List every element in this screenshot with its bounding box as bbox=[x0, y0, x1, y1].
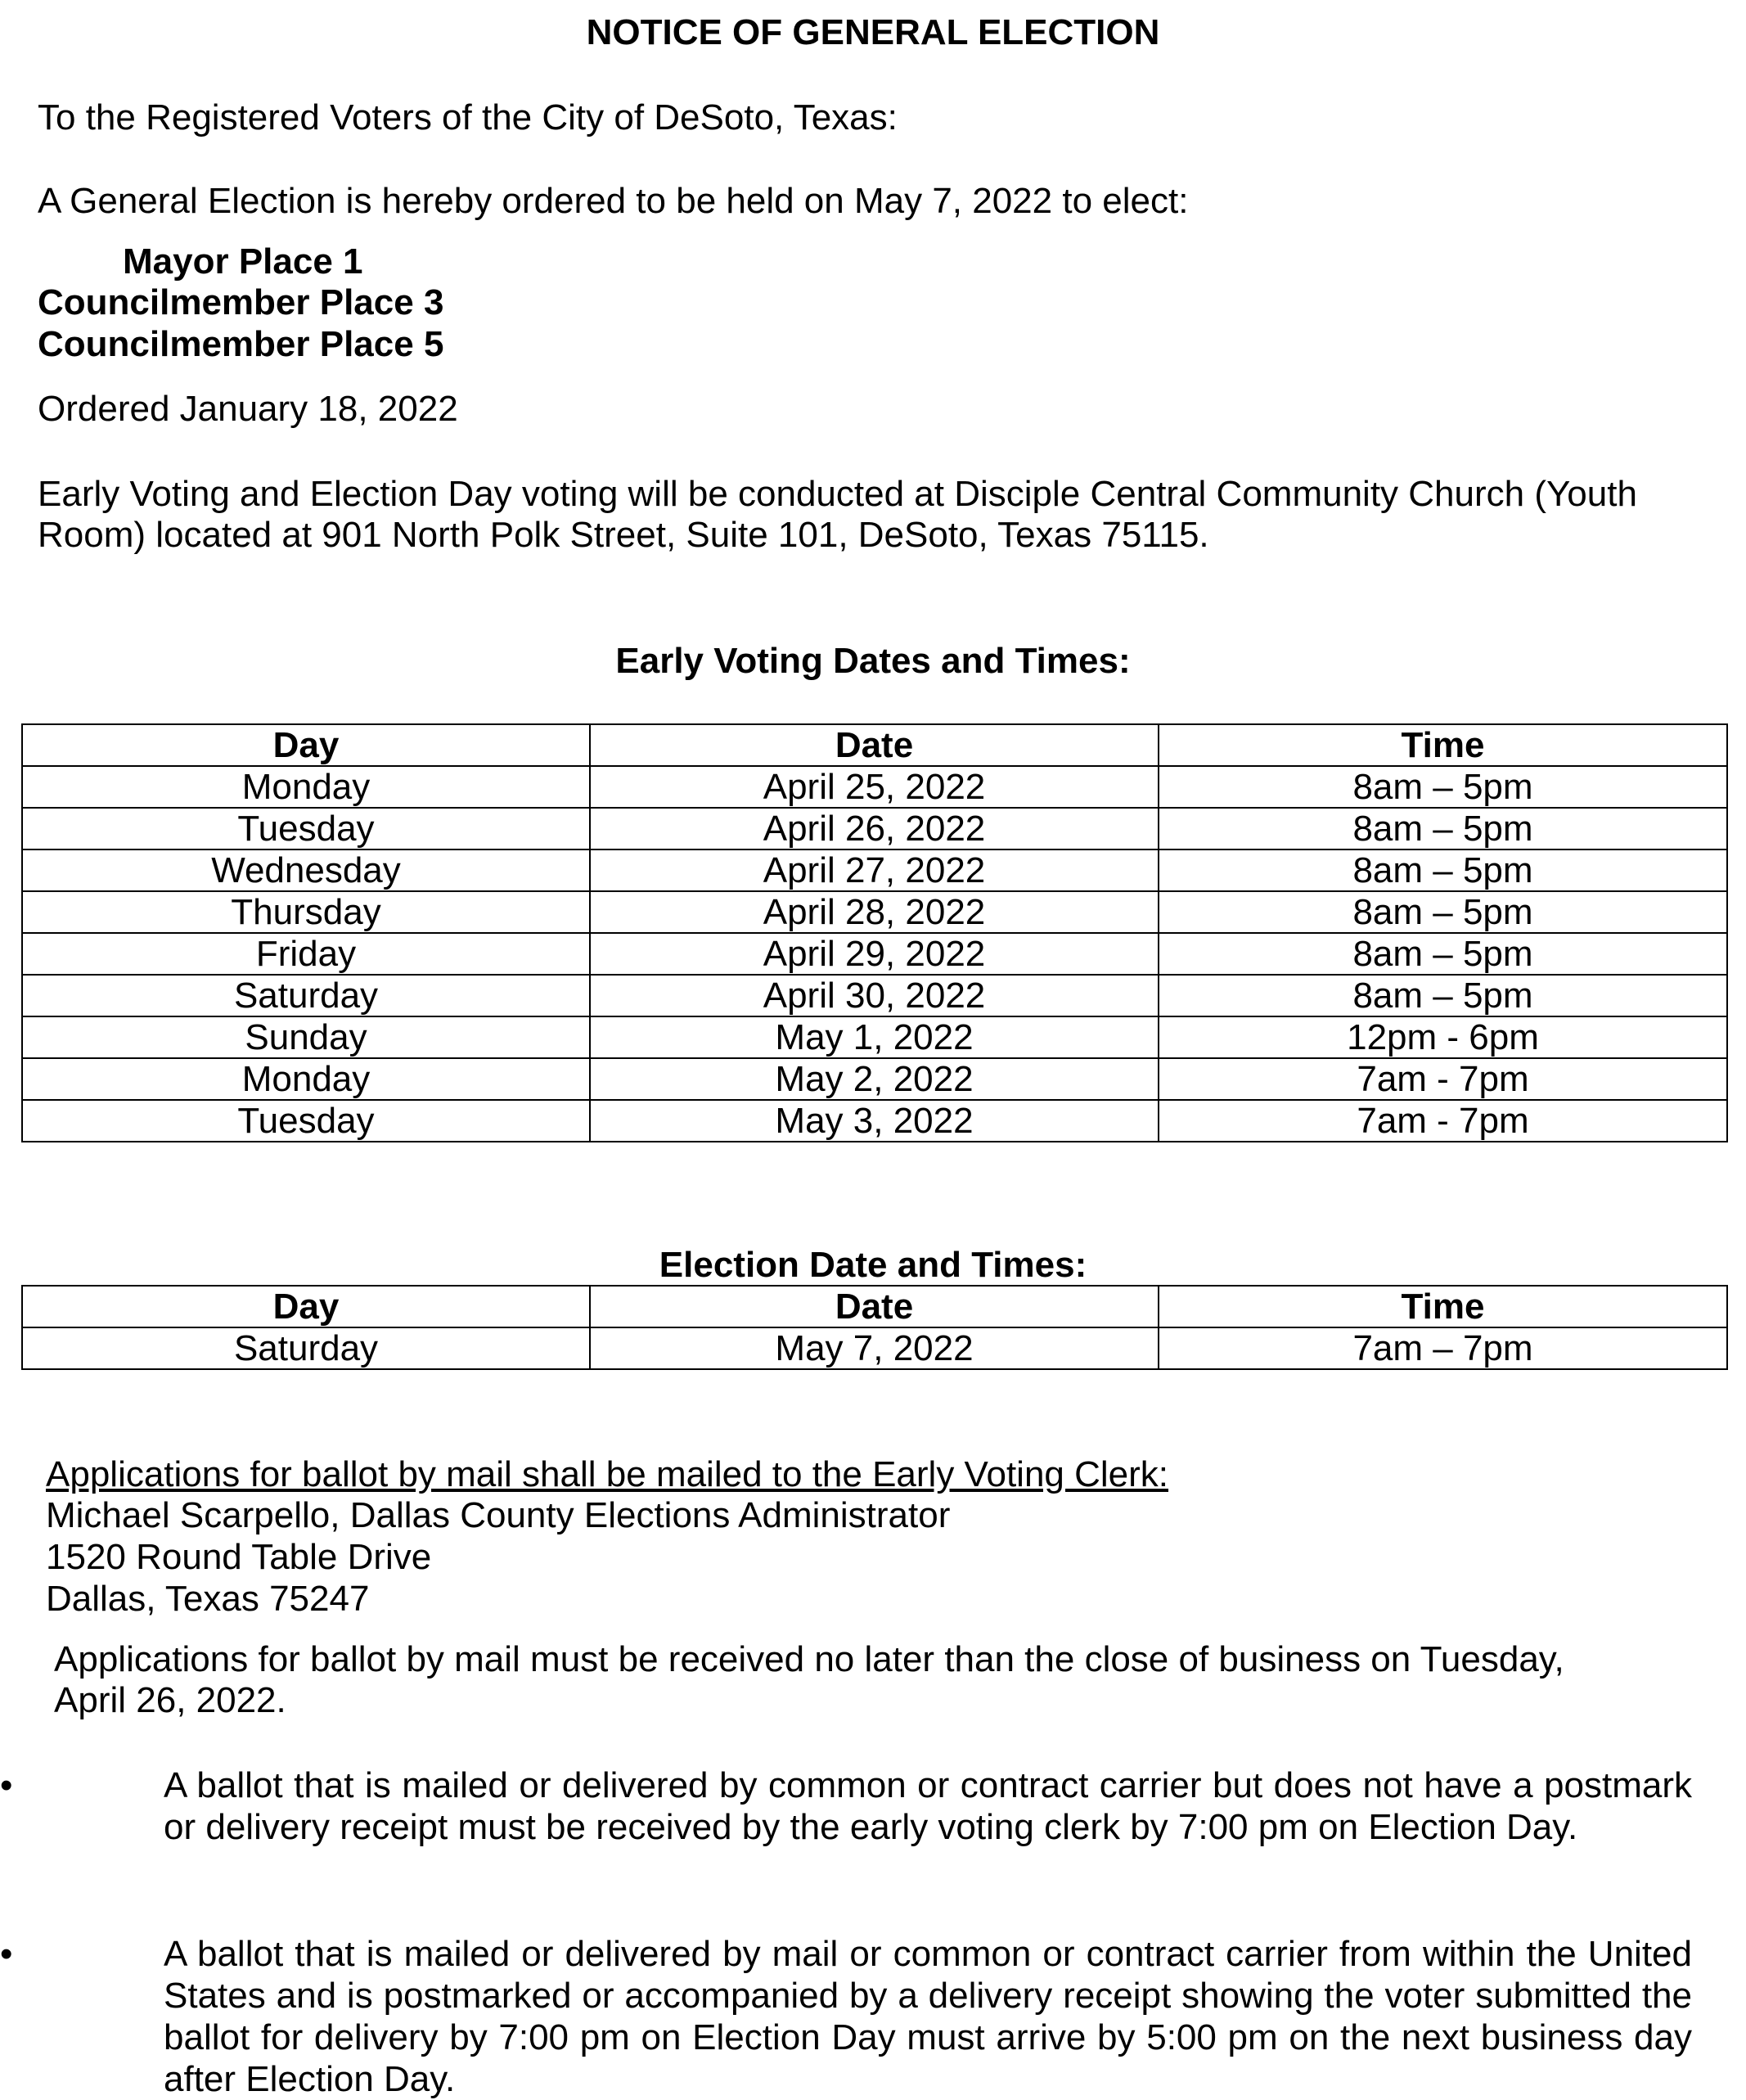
time-cell: 8am – 5pm bbox=[1159, 891, 1727, 933]
day-cell: Sunday bbox=[22, 1016, 590, 1058]
table-row bbox=[22, 891, 1727, 933]
time-cell: 8am – 5pm bbox=[1159, 849, 1727, 891]
page-title: NOTICE OF GENERAL ELECTION bbox=[586, 12, 1160, 52]
date-cell: May 7, 2022 bbox=[590, 1327, 1159, 1369]
bullet-item bbox=[0, 1933, 1692, 2100]
ordered-date: Ordered January 18, 2022 bbox=[38, 389, 458, 429]
day-cell: Tuesday bbox=[22, 1100, 590, 1142]
office-council-5: Councilmember Place 5 bbox=[38, 324, 444, 364]
table-row bbox=[22, 1327, 1727, 1369]
day-cell: Friday bbox=[22, 933, 590, 975]
time-cell: 7am – 7pm bbox=[1159, 1327, 1727, 1369]
table-row bbox=[22, 933, 1727, 975]
time-cell: 8am – 5pm bbox=[1159, 808, 1727, 849]
header-time: Time bbox=[1159, 1286, 1727, 1327]
bullet-text: A ballot that is mailed or delivered by common or contract carrier but does not have a postmark or delivery receipt must be received by the early voting clerk by 7:00 pm on Election Day. bbox=[164, 1765, 1692, 1847]
header-date: Date bbox=[590, 724, 1159, 766]
time-cell: 8am – 5pm bbox=[1159, 933, 1727, 975]
date-cell: April 28, 2022 bbox=[590, 891, 1159, 933]
bullet-item bbox=[0, 1764, 1692, 1848]
early-voting-heading: Early Voting Dates and Times: bbox=[615, 641, 1131, 681]
date-cell: May 1, 2022 bbox=[590, 1016, 1159, 1058]
salutation: To the Registered Voters of the City of DeSoto, Texas: bbox=[38, 97, 898, 137]
election-day-heading: Election Date and Times: bbox=[659, 1245, 1087, 1285]
bullet-text: A ballot that is mailed or delivered by mail or common or contract carrier from within the United States and is postmarked or accompanied by a delivery receipt showing the voter submitted the ballot for delivery by 7:00 pm on Election Day must arrive by 5:00 pm on the next business day after Election Day. bbox=[164, 1934, 1692, 2099]
early-voting-table bbox=[21, 723, 1728, 1142]
bullet-icon: • bbox=[0, 1934, 13, 1974]
office-council-3: Councilmember Place 3 bbox=[38, 282, 444, 322]
location-line-2: Room) located at 901 North Polk Street, Suite 101, DeSoto, Texas 75115. bbox=[38, 515, 1209, 555]
day-cell: Saturday bbox=[22, 1327, 590, 1369]
table-row bbox=[22, 1100, 1727, 1142]
table-row bbox=[22, 849, 1727, 891]
mail-heading: Applications for ballot by mail shall be mailed to the Early Voting Clerk: bbox=[46, 1454, 1169, 1494]
time-cell: 7am - 7pm bbox=[1159, 1100, 1727, 1142]
date-cell: April 29, 2022 bbox=[590, 933, 1159, 975]
mail-address-line: Michael Scarpello, Dallas County Elections Administrator bbox=[46, 1495, 951, 1535]
time-cell: 8am – 5pm bbox=[1159, 766, 1727, 808]
header-date: Date bbox=[590, 1286, 1159, 1327]
header-day: Day bbox=[22, 1286, 590, 1327]
intro-paragraph: A General Election is hereby ordered to be held on May 7, 2022 to elect: bbox=[38, 181, 1189, 221]
date-cell: May 2, 2022 bbox=[590, 1058, 1159, 1100]
time-cell: 12pm - 6pm bbox=[1159, 1016, 1727, 1058]
location-line-1: Early Voting and Election Day voting will be conducted at Disciple Central Community Church (Youth bbox=[38, 474, 1637, 514]
table-row bbox=[22, 766, 1727, 808]
time-cell: 7am - 7pm bbox=[1159, 1058, 1727, 1100]
date-cell: April 25, 2022 bbox=[590, 766, 1159, 808]
table-row bbox=[22, 975, 1727, 1016]
table-row bbox=[22, 1016, 1727, 1058]
day-cell: Monday bbox=[22, 1058, 590, 1100]
date-cell: May 3, 2022 bbox=[590, 1100, 1159, 1142]
day-cell: Tuesday bbox=[22, 808, 590, 849]
table-row bbox=[22, 808, 1727, 849]
mail-address-line: Dallas, Texas 75247 bbox=[46, 1579, 370, 1619]
header-time: Time bbox=[1159, 724, 1727, 766]
day-cell: Wednesday bbox=[22, 849, 590, 891]
day-cell: Saturday bbox=[22, 975, 590, 1016]
day-cell: Thursday bbox=[22, 891, 590, 933]
mail-address-line: 1520 Round Table Drive bbox=[46, 1537, 432, 1577]
date-cell: April 26, 2022 bbox=[590, 808, 1159, 849]
office-mayor: Mayor Place 1 bbox=[123, 241, 363, 282]
time-cell: 8am – 5pm bbox=[1159, 975, 1727, 1016]
table-header-row bbox=[22, 724, 1727, 766]
bullet-icon: • bbox=[0, 1765, 13, 1805]
date-cell: April 27, 2022 bbox=[590, 849, 1159, 891]
table-row bbox=[22, 1058, 1727, 1100]
mail-deadline-line-1: Applications for ballot by mail must be received no later than the close of business on Tuesday, bbox=[54, 1639, 1564, 1679]
table-header-row bbox=[22, 1286, 1727, 1327]
election-day-table bbox=[21, 1285, 1728, 1370]
day-cell: Monday bbox=[22, 766, 590, 808]
date-cell: April 30, 2022 bbox=[590, 975, 1159, 1016]
mail-deadline-line-2: April 26, 2022. bbox=[54, 1680, 286, 1720]
header-day: Day bbox=[22, 724, 590, 766]
